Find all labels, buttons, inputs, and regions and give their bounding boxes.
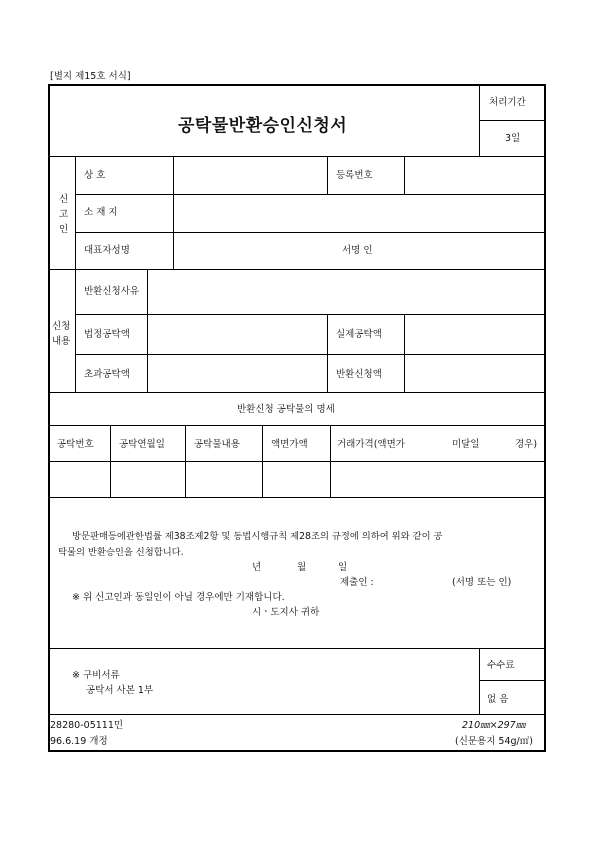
form-number: 28280-05111민 bbox=[50, 720, 124, 731]
face-value-field[interactable] bbox=[264, 463, 328, 495]
actual-deposit-field[interactable] bbox=[406, 316, 544, 352]
excess-deposit-label: 초과공탁액 bbox=[84, 369, 130, 380]
applicant-section-label-1: 신 bbox=[59, 194, 69, 205]
deposit-content-field[interactable] bbox=[187, 463, 260, 495]
actual-deposit-label: 실제공탁액 bbox=[336, 329, 382, 340]
divider bbox=[48, 392, 546, 393]
addressee: 시ㆍ도지사 귀하 bbox=[252, 607, 320, 618]
applicant-section-label-2: 고 bbox=[59, 209, 69, 220]
divider bbox=[75, 232, 546, 233]
reason-field[interactable] bbox=[149, 271, 544, 312]
date-day-label: 일 bbox=[338, 562, 348, 573]
fee-value: 없 음 bbox=[487, 694, 509, 705]
divider bbox=[75, 354, 546, 355]
applicant-section-label-3: 인 bbox=[59, 224, 69, 235]
divider bbox=[147, 269, 148, 392]
divider bbox=[48, 714, 546, 715]
page-title: 공탁물반환승인신청서 bbox=[178, 116, 348, 136]
form-label: [별지 제15호 서식] bbox=[50, 71, 131, 82]
paper-size: 210㎜×297㎜ bbox=[462, 720, 526, 731]
column-trade-price-below: 미달일 bbox=[452, 439, 480, 450]
deposit-no-field[interactable] bbox=[50, 463, 108, 495]
divider bbox=[404, 314, 405, 392]
legal-deposit-label: 법정공탁액 bbox=[84, 329, 130, 340]
divider bbox=[75, 156, 76, 392]
divider bbox=[48, 497, 546, 498]
divider bbox=[479, 680, 546, 681]
reason-label: 반환신청사유 bbox=[84, 286, 140, 297]
note-text: ※ 위 신고인과 동일인이 아닐 경우에만 기재합니다. bbox=[72, 592, 285, 603]
excess-deposit-field[interactable] bbox=[149, 356, 325, 390]
paper-type: (신문용지 54g/㎡) bbox=[455, 736, 533, 747]
fee-label: 수수료 bbox=[487, 660, 515, 671]
items-heading: 반환신청 공탁물의 명세 bbox=[237, 404, 335, 415]
divider bbox=[327, 314, 328, 392]
divider bbox=[479, 120, 546, 121]
representative-label: 대표자성명 bbox=[84, 245, 130, 256]
divider bbox=[75, 314, 546, 315]
registration-no-field[interactable] bbox=[406, 158, 544, 192]
date-year-label: 년 bbox=[252, 562, 262, 573]
column-deposit-no: 공탁번호 bbox=[57, 439, 94, 450]
return-amount-label: 반환신청액 bbox=[336, 369, 382, 380]
divider bbox=[173, 156, 174, 269]
return-amount-field[interactable] bbox=[406, 356, 544, 390]
registration-no-label: 등록번호 bbox=[336, 170, 373, 181]
processing-period-value: 3일 bbox=[505, 133, 521, 144]
date-month-label: 월 bbox=[297, 562, 307, 573]
divider bbox=[48, 461, 546, 462]
submitter-label: 제출인 : bbox=[340, 577, 374, 588]
request-section-label-1: 신청 bbox=[52, 321, 71, 332]
legal-deposit-field[interactable] bbox=[149, 316, 325, 352]
column-trade-price: 거래가격(액면가 bbox=[337, 439, 405, 450]
divider bbox=[48, 425, 546, 426]
divider bbox=[404, 156, 405, 194]
processing-period-label: 처리기간 bbox=[489, 97, 526, 108]
request-section-label-2: 내용 bbox=[52, 336, 71, 347]
statement-text-line2: 탁물의 반환승인을 신청합니다. bbox=[58, 547, 184, 558]
attachments-label: ※ 구비서류 bbox=[72, 670, 120, 681]
divider bbox=[327, 156, 328, 194]
address-label: 소 재 지 bbox=[84, 207, 118, 218]
deposit-date-field[interactable] bbox=[112, 463, 183, 495]
column-deposit-content: 공탁물내용 bbox=[194, 439, 240, 450]
attachments-item: 공탁서 사본 1부 bbox=[86, 685, 154, 696]
divider bbox=[75, 194, 546, 195]
column-deposit-date: 공탁연월일 bbox=[119, 439, 165, 450]
signature-label: 서명 인 bbox=[342, 245, 373, 256]
divider bbox=[479, 648, 480, 714]
trade-name-field[interactable] bbox=[175, 158, 325, 192]
column-trade-price-case: 경우) bbox=[515, 439, 538, 450]
divider bbox=[48, 648, 546, 649]
divider bbox=[48, 269, 546, 270]
trade-price-field[interactable] bbox=[332, 463, 544, 495]
sign-hint: (서명 또는 인) bbox=[452, 577, 512, 588]
divider bbox=[48, 156, 546, 157]
address-field[interactable] bbox=[175, 196, 544, 230]
column-face-value: 액면가액 bbox=[271, 439, 308, 450]
revision-date: 96.6.19 개정 bbox=[50, 736, 108, 747]
statement-text-line1: 방문판매등에관한법률 제38조제2항 및 동법시행규칙 제28조의 규정에 의하여 위와 같이 공 bbox=[72, 531, 443, 542]
trade-name-label: 상 호 bbox=[84, 170, 106, 181]
